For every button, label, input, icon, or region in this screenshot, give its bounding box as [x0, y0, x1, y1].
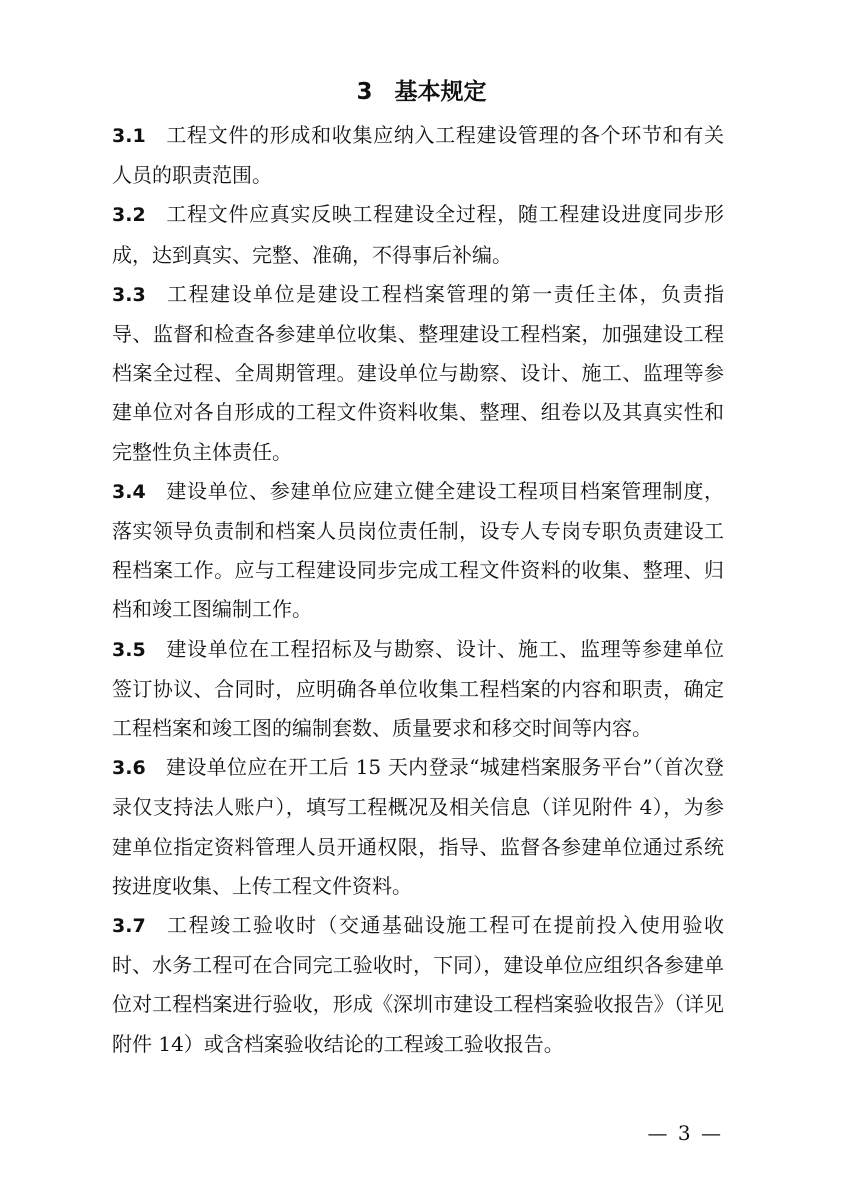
- clause-number: 3.1: [112, 125, 146, 147]
- section-title: 基本规定: [394, 79, 487, 105]
- clause-number: 3.7: [112, 915, 146, 938]
- clause-3-2: [112, 195, 724, 274]
- clause-3-5: [112, 630, 724, 749]
- clause-number: 3.3: [112, 283, 146, 306]
- clause-3-6: [112, 748, 724, 906]
- clause-text: 建设单位、参建单位应建立健全建设工程项目档案管理制度，落实领导负责制和档案人员岗位责任制，设专人专岗专职负责建设工程档案工作。应与工程建设同步完成工程文件资料的收集、整理、归档和竣工图编制工作。: [112, 478, 724, 622]
- clause-3-3: [112, 275, 724, 472]
- clause-text: 工程建设单位是建设工程档案管理的第一责任主体，负责指导、监督和检查各参建单位收集、整理建设工程档案，加强建设工程档案全过程、全周期管理。建设单位与勘察、设计、施工、监理等参建单位对各自形成的工程文件资料收集、整理、组卷以及其真实性和完整性负主体责任。: [112, 281, 724, 464]
- clause-3-4: [112, 472, 724, 630]
- clause-3-7: [112, 906, 724, 1064]
- clause-text: 建设单位在工程招标及与勘察、设计、施工、监理等参建单位签订协议、合同时，应明确各单位收集工程档案的内容和职责，确定工程档案和竣工图的编制套数、质量要求和移交时间等内容。: [112, 636, 724, 741]
- clause-text: 工程文件的形成和收集应纳入工程建设管理的各个环节和有关人员的职责范围。: [112, 123, 724, 188]
- page-number: — 3 —: [647, 1121, 723, 1145]
- clause-number: 3.4: [112, 480, 146, 503]
- clause-text: 建设单位应在开工后 15 天内登录“城建档案服务平台”（首次登录仅支持法人账户），填写工程概况及相关信息（详见附件 4），为参建单位指定资料管理人员开通权限，指导、监督各参建单位通过系统按进度收集、上传工程文件资料。: [112, 755, 724, 898]
- section-heading: [0, 72, 843, 112]
- clause-text: 工程竣工验收时（交通基础设施工程可在提前投入使用验收时、水务工程可在合同完工验收时，下同），建设单位应组织各参建单位对工程档案进行验收，形成《深圳市建设工程档案验收报告》（详见附件 14）或含档案验收结论的工程竣工验收报告。: [112, 913, 724, 1056]
- clause-number: 3.5: [112, 638, 146, 661]
- document-body: [112, 116, 724, 1064]
- clause-number: 3.6: [112, 757, 146, 780]
- clause-text: 工程文件应真实反映工程建设全过程，随工程建设进度同步形成，达到真实、完整、准确，不得事后补编。: [112, 202, 724, 267]
- clause-3-1: [112, 116, 724, 195]
- clause-number: 3.2: [112, 204, 146, 227]
- section-number: 3: [356, 79, 373, 105]
